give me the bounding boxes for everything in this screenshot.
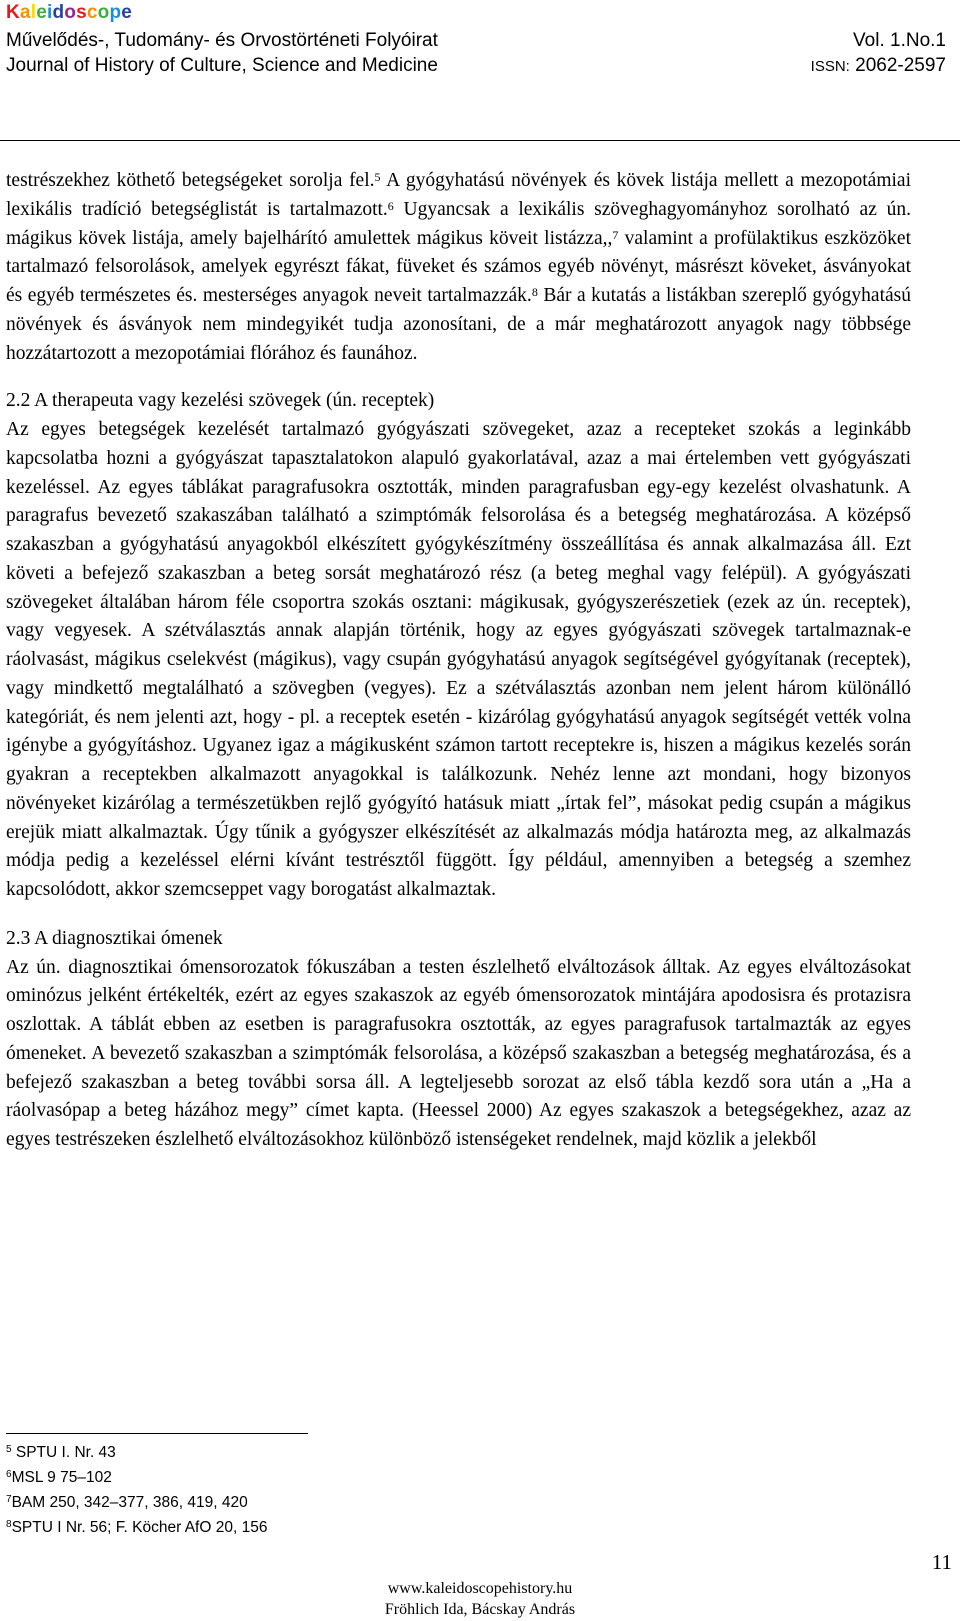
p1-text-5: Bár a kutatás a listákban szereplő gyógyhatású növények és ásványok nem mindegyikét tudja azonosítani, de a már meghatározott anyagok nagy többsége hozzátartozott a mezopotámiai flórához és faunához. [6, 285, 911, 364]
footnote-ref-6[interactable]: 6 [387, 198, 394, 213]
paragraph-3: Az ún. diagnosztikai ómensorozatok fókuszában a testen észlelhető elváltozások álltak. Az egyes elváltozásokat ominózus jelként értékelték, ezért az egyes szakaszok az egyéb ómensorozatok mintájára apodosisra és protazisra oszlottak. A táblát ebben az esetben is paragrafusokra osztották, az egyes paragrafusok tartalmazták az egyes ómeneket. A bevezető szakaszban a szimptómák felsorolása, a középső szakaszban a betegség meghatározása, és a befejező szakaszban a beteg további sorsa áll. A legteljesebb sorozat az első tábla kezdő sora után a „Ha a ráolvasópap a beteg házához megy” címet kapta. (Heessel 2000) Az egyes szakaszok a betegségekhez, azaz az egyes testrészeken észlelhető elváltozásokhoz különböző istenségeket rendelnek, majd közlik a jelekből [6, 956, 911, 1150]
footnote-number: 6 [6, 1469, 12, 1480]
logo-letter: a [19, 2, 31, 23]
logo-letter: l [30, 2, 37, 23]
section-heading-2-2: 2.2 A therapeuta vagy kezelési szövegek (ún. receptek) [6, 390, 435, 412]
paragraph-1 [6, 167, 911, 368]
footnote-ref-7[interactable]: 7 [612, 227, 619, 242]
footnote-ref-8[interactable]: 8 [531, 285, 538, 299]
footnote-8 [6, 1515, 267, 1540]
footnote-text: MSL 9 75–102 [11, 1469, 112, 1486]
journal-logo [6, 2, 132, 24]
paragraph-2: Az egyes betegségek kezelését tartalmazó gyógyászati szövegeket, azaz a recepteket szokás a leginkább kapcsolatba hozni a gyógyászat tapasztalatokon alapuló gyakorlatával, azaz a mai értelemben vett gyógyászati kezeléssel. Az egyes táblákat paragrafusokra osztották, minden paragrafusban egy-egy kezelést olvashatunk. A paragrafus bevezető szakaszában található a szimptómák felsorolása és a betegség meghatározása. A középső szakaszban a gyógyhatású anyagokból elkészített gyógykészítmény összeállítása és annak alkalmazása áll. Ezt követi a befejező szakaszban a beteg sorsát meghatározó rész (a beteg meghal vagy felépül). A gyógyászati szövegeket általában három féle csoportra szokás osztani: mágikusak, gyógyszerészetiek (ezek az ún. receptek), vagy vegyesek. A szétválasztás annak alapján történik, hogy az egyes gyógyászati szövegek tartalmaznak-e ráolvasást, mágikus cselekvést (mágikus), vagy csupán gyógyhatású anyagok segítségével gyógyítanak (receptek), vagy mindkettő megtalálható a szövegben (vegyes). Ez a szétválasztás azonban nem jelent három különálló kategóriát, és nem jelenti azt, hogy - pl. a receptek esetén - kizárólag gyógyhatású anyagok segítségét vették volna igénybe a gyógyításhoz. Ugyanez igaz a mágikusként számon tartott receptekre is, hiszen a mágikus kezelés során gyakran a receptekben alkalmazott anyagokkal is találkozunk. Nehéz lenne azt mondani, hogy bizonyos növényeket kizárólag a természetükben rejlő gyógyító hatásuk miatt „írtak fel”, másokat pedig csupán a mágikus erejük miatt alkalmaztak. Úgy tűnik a gyógyszer elkészítését az alkalmazás módja határozta meg, az alkalmazás módja pedig a kezeléssel elérni kívánt testrésztől függött. Így például, amennyiben a betegség a szemhez kapcsolódott, akkor szemcseppet vagy borogatást alkalmaztak. [6, 419, 911, 900]
logo-letter: e [121, 2, 133, 23]
footnote-number: 7 [6, 1494, 12, 1505]
logo-letter: c [86, 2, 98, 23]
journal-subtitle-hu: Művelődés-, Tudomány- és Orvostörténeti Folyóirat [6, 30, 438, 51]
section-heading-2-3: 2.3 A diagnosztikai ómenek [6, 927, 223, 949]
logo-letter: p [109, 2, 122, 23]
logo-letter: e [36, 2, 47, 23]
p1-text-3: Ugyancsak a lexikális szöveghagyományhoz sorolható az ún. mágikus kövek listája, amely bajelhárító amulettek mágikus köveit listázza,, [6, 198, 911, 249]
page-footer [0, 1578, 960, 1620]
footnote-number: 8 [6, 1519, 12, 1530]
footnote-text: SPTU I. Nr. 43 [15, 1444, 116, 1461]
journal-subtitle-en: Journal of History of Culture, Science and Medicine [6, 55, 438, 76]
logo-letter: K [6, 2, 20, 23]
footnote-text: BAM 250, 342–377, 386, 419, 420 [11, 1494, 248, 1511]
footnote-7 [6, 1490, 267, 1515]
footer-authors: Fröhlich Ida, Bácskay András [384, 1601, 576, 1618]
footnote-text: SPTU I Nr. 56; F. Köcher AfO 20, 156 [11, 1519, 268, 1536]
footnote-5 [6, 1440, 267, 1465]
header-rule [0, 140, 960, 141]
issn [811, 55, 946, 77]
p1-text-2: A gyógyhatású növények és kövek listája mellett a mezopotámiai lexikális tradíció betegséglistát is tartalmazott. [6, 170, 912, 220]
volume-number: Vol. 1.No.1 [853, 30, 946, 51]
issn-number: 2062-2597 [855, 55, 946, 76]
footnotes [6, 1440, 267, 1540]
footnote-rule [6, 1433, 308, 1434]
article-body [6, 167, 911, 1155]
footer-url[interactable]: www.kaleidoscopehistory.hu [387, 1580, 573, 1597]
logo-letter: o [97, 2, 110, 23]
logo-letter: i [46, 2, 53, 23]
issn-label: ISSN: [810, 58, 850, 75]
p1-text-1: testrészekhez köthető betegségeket sorolja fel. [6, 170, 375, 191]
logo-letter: d [52, 2, 65, 23]
logo-letter: o [64, 2, 77, 23]
logo-letter: s [76, 2, 87, 23]
p1-text-4: valamint a profülaktikus eszközöket tartalmazó felsorolások, amelyek egyrészt fákat, füveket és számos egyéb növényt, másrészt köveket, ásványokat és egyéb természetes és. mesterséges anyagok neveit tartalmazzák. [6, 227, 911, 306]
page-number: 11 [931, 1550, 952, 1574]
footnote-number: 5 [6, 1444, 12, 1455]
footnote-ref-5[interactable]: 5 [374, 170, 381, 184]
footnote-6 [6, 1465, 267, 1490]
